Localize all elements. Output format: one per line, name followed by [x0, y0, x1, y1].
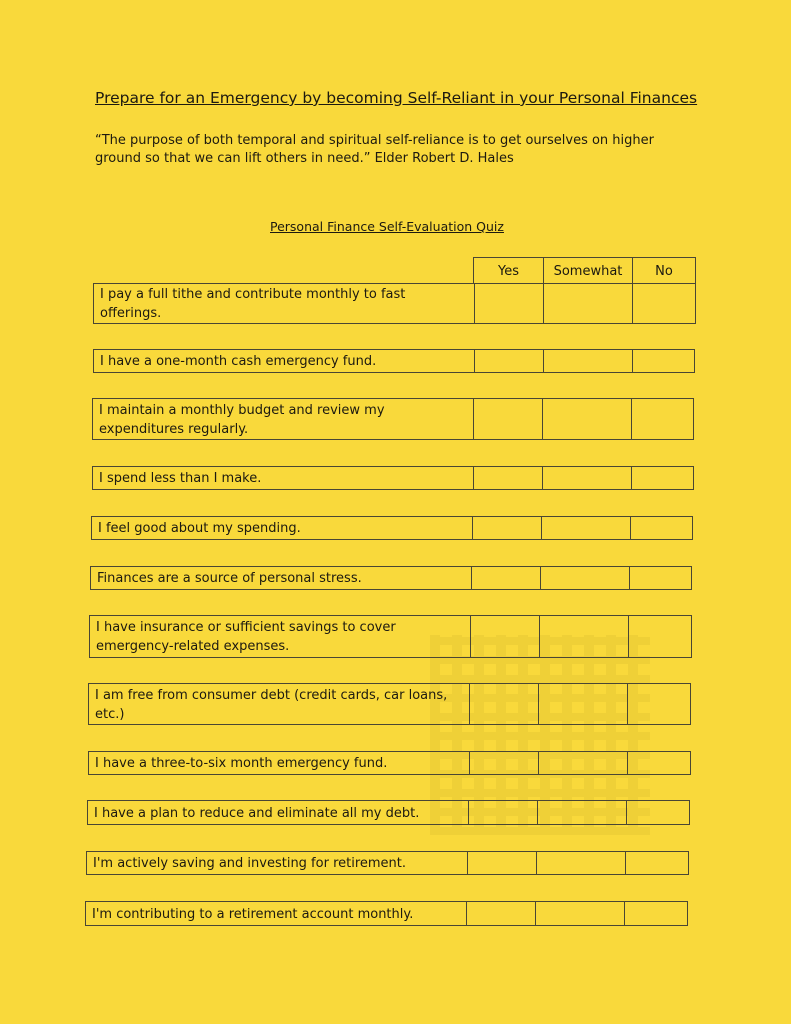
answer-cell-somewhat[interactable] [536, 852, 625, 874]
answer-cell-somewhat[interactable] [539, 616, 628, 657]
answer-cell-yes[interactable] [474, 284, 543, 323]
question-text: I spend less than I make. [99, 471, 262, 486]
question-text: I'm contributing to a retirement account monthly. [92, 906, 414, 922]
column-header-somewhat: Somewhat [543, 258, 632, 284]
answer-cell-no[interactable] [632, 350, 694, 372]
answer-cell-yes[interactable] [471, 567, 540, 589]
question-text: I maintain a monthly budget and review my expenditures regularly. [99, 402, 385, 437]
answer-cell-yes[interactable] [469, 684, 538, 724]
answer-cell-no[interactable] [631, 399, 693, 439]
answer-cell-no[interactable] [629, 567, 691, 589]
question-text: I have insurance or sufficient savings to cover emergency-related expenses. [96, 620, 396, 654]
answer-cell-somewhat[interactable] [542, 467, 631, 489]
quiz-row [87, 800, 690, 825]
quiz-row [89, 615, 692, 658]
quiz-row [93, 283, 696, 324]
question-text: I feel good about my spending. [98, 521, 301, 536]
answer-cell-no[interactable] [630, 517, 692, 539]
question-text: I have a one-month cash emergency fund. [100, 354, 377, 369]
answer-cell-no[interactable] [627, 684, 690, 724]
answer-cell-somewhat[interactable] [542, 399, 631, 439]
answer-cell-somewhat[interactable] [535, 902, 624, 925]
question-text: I have a three-to-six month emergency fund. [95, 756, 388, 771]
answer-cell-somewhat[interactable] [538, 752, 627, 774]
answer-cell-no[interactable] [627, 752, 690, 774]
answer-cell-somewhat[interactable] [543, 350, 632, 372]
answer-cell-no[interactable] [626, 801, 689, 824]
quiz-row [86, 851, 689, 875]
answer-cell-yes[interactable] [469, 752, 538, 774]
quiz-row [93, 349, 695, 373]
quiz-row [92, 398, 694, 440]
answer-cell-no[interactable] [628, 616, 691, 657]
column-header-no: No [632, 258, 695, 284]
page-title: Prepare for an Emergency by becoming Self-Reliant in your Personal Finances [95, 89, 698, 107]
answer-cell-no[interactable] [632, 284, 695, 323]
quiz-row [88, 683, 691, 725]
quiz-title: Personal Finance Self-Evaluation Quiz [270, 219, 504, 234]
answer-cell-somewhat[interactable] [541, 517, 630, 539]
quiz-row [90, 566, 692, 590]
quiz-row [91, 516, 693, 540]
answer-cell-yes[interactable] [472, 517, 541, 539]
answer-cell-yes[interactable] [466, 902, 535, 925]
answer-cell-somewhat[interactable] [538, 684, 627, 724]
quiz-row [85, 901, 688, 926]
answer-cell-yes[interactable] [474, 350, 543, 372]
answer-cell-no[interactable] [625, 852, 688, 874]
quote-text: “The purpose of both temporal and spiritual self-reliance is to get ourselves on higher ground so that we can lift others in need.” Elder Robert D. Hales [95, 133, 654, 166]
question-text: I am free from consumer debt (credit cards, car loans, etc.) [95, 687, 448, 722]
answer-cell-yes[interactable] [468, 801, 537, 824]
question-text: I'm actively saving and investing for retirement. [93, 856, 407, 871]
answer-cell-yes[interactable] [470, 616, 539, 657]
quiz-row [88, 751, 691, 775]
answer-cell-somewhat[interactable] [543, 284, 632, 323]
answer-cell-yes[interactable] [473, 467, 542, 489]
answer-cell-no[interactable] [624, 902, 687, 925]
question-text: Finances are a source of personal stress. [97, 571, 362, 586]
answer-cell-yes[interactable] [473, 399, 542, 439]
quiz-row [92, 466, 694, 490]
answer-column-header [473, 257, 696, 284]
answer-cell-yes[interactable] [467, 852, 536, 874]
answer-cell-somewhat[interactable] [537, 801, 626, 824]
answer-cell-somewhat[interactable] [540, 567, 629, 589]
answer-cell-no[interactable] [631, 467, 693, 489]
question-text: I pay a full tithe and contribute monthly to fast offerings. [100, 287, 406, 321]
question-text: I have a plan to reduce and eliminate all my debt. [94, 805, 420, 821]
column-header-yes: Yes [498, 263, 519, 279]
